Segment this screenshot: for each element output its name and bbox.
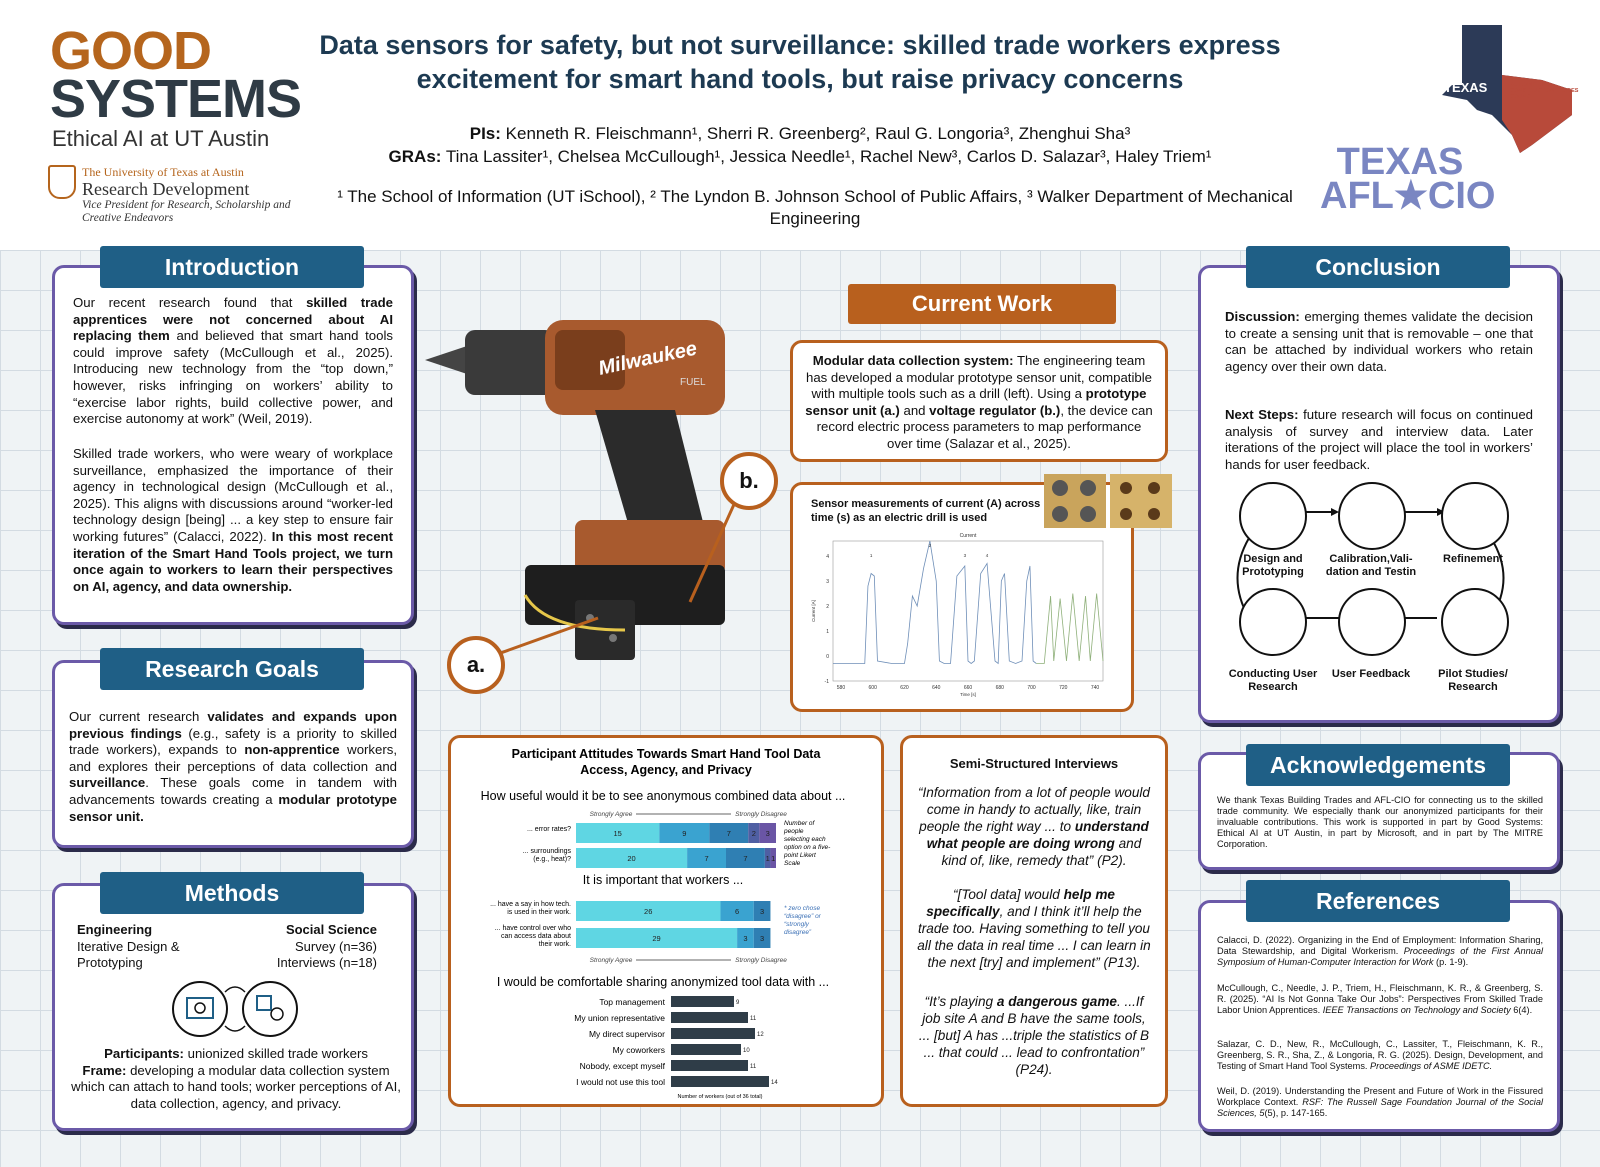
affiliations: ¹ The School of Information (UT iSchool), ² The Lyndon B. Johnson School of Public Affairs, ³ Walker Department of Mechanical Engineering xyxy=(337,187,1293,228)
poster-header xyxy=(0,0,1600,250)
likert-bar-value: 3 xyxy=(765,829,770,838)
peak-label: 3 xyxy=(963,553,967,558)
likert-bar-value: 3 xyxy=(760,934,765,943)
reference-3: Salazar, C. D., New, R., McCullough, C., Lassiter, T., Fleischmann, K. R., Greenberg, S. R., Sha, Z., & Longoria, R. G. (2025). Design, Development, and Testing of Smart Hand Tool Systems. Proceedings of ASME IDETC. xyxy=(1217,1039,1543,1071)
likert-bar-value: 3 xyxy=(760,907,765,916)
current-work-panel xyxy=(790,340,1168,462)
sensor-current-chart xyxy=(803,529,1123,709)
likert-bar-value: 7 xyxy=(726,829,731,838)
conclusion-heading: Conclusion xyxy=(1246,246,1510,288)
likert-note-1: option on a five- xyxy=(784,844,831,851)
introduction-panel xyxy=(52,265,414,625)
likert-note-1: Scale xyxy=(784,860,801,867)
x-tick-label: 720 xyxy=(1059,685,1068,691)
reference-4: Weil, D. (2019). Understanding the Present and Future of Work in the Fissured Workplace Context. RSF: The Russell Sage Foundation Journal of the Social Sciences, 5(5), p. 147-165. xyxy=(1217,1086,1543,1118)
x-tick-label: 580 xyxy=(836,685,846,691)
sharing-bar xyxy=(671,1028,755,1039)
likert-note-2: “strongly xyxy=(784,921,809,928)
rd-subtitle: Vice President for Research, Scholarship and Creative Endeavors xyxy=(82,199,291,224)
likert-row-label: (e.g., heat)? xyxy=(533,856,571,863)
likert-note-1: Number of xyxy=(784,820,815,827)
y-tick-label: -1 xyxy=(824,679,829,685)
rd-university: The University of Texas at Austin xyxy=(82,165,244,179)
sharing-category-label: I would not use this tool xyxy=(576,1077,665,1087)
likert-bar-value: 26 xyxy=(644,907,653,916)
eng-title: Engineering xyxy=(77,922,153,937)
x-tick-label: 660 xyxy=(963,685,973,691)
ut-shield-icon xyxy=(48,165,76,199)
refinement-icon xyxy=(1441,482,1509,550)
gras-names: Tina Lassiter¹, Chelsea McCullough¹, Jessica Needle¹, Rachel New³, Carlos D. Salazar³, Haley Triem¹ xyxy=(445,147,1212,166)
x-tick-label: 600 xyxy=(868,685,877,691)
y-tick-label: 4 xyxy=(826,554,829,560)
pis-names: Kenneth R. Fleischmann¹, Sherri R. Greenberg², Raul G. Longoria³, Zhenghui Sha³ xyxy=(505,124,1131,143)
y-tick-label: 0 xyxy=(826,654,829,660)
likert-bar-value: 15 xyxy=(613,829,622,838)
y-tick-label: 3 xyxy=(826,579,829,585)
x-tick-label: 740 xyxy=(1090,685,1100,691)
peak-label: 1 xyxy=(869,553,873,558)
current-work-text: Modular data collection system: The engineering team has developed a modular prototype sensor unit, compatible with multiple tools such as a drill (left). Using a prototype sensor unit (a.) and voltage regulator (b.), the device can record electric process parameters to map performance over time (Salazar et al., 2025). xyxy=(805,353,1153,451)
peak-label: 4 xyxy=(985,553,989,558)
afl-line-1: TEXAS xyxy=(1336,141,1464,183)
methods-panel xyxy=(52,883,414,1131)
rd-title: Research Development xyxy=(82,179,250,199)
sharing-bar xyxy=(671,1012,748,1023)
likert-note-2: * zero chose xyxy=(784,905,821,912)
axis-strongly-disagree: Strongly Disagree xyxy=(735,811,787,818)
likert-bar-value: 7 xyxy=(743,854,748,863)
likert-row-label: ... have a say in how tech. xyxy=(490,901,571,908)
conclusion-discussion: Discussion: emerging themes validate the decision to create a sensing unit that is removable – one that can be attached by individual workers who retain agency over their own data. xyxy=(1225,309,1533,374)
y-tick-label: 1 xyxy=(826,629,829,635)
likert-bar-value: 6 xyxy=(735,907,740,916)
good-systems-logo-good: GOOD xyxy=(50,21,212,81)
attitudes-title-line-2: Access, Agency, and Privacy xyxy=(580,763,752,777)
sensor-chart-title: Sensor measurements of current (A) across time (s) as an electric drill is used xyxy=(811,498,1041,524)
likert-note-2: disagree” xyxy=(784,929,812,936)
likert-row-label: ... have control over who xyxy=(494,925,571,932)
references-heading: References xyxy=(1246,880,1510,922)
current-work-heading: Current Work xyxy=(848,284,1116,324)
texas-building-trades-logo xyxy=(1432,20,1582,155)
cycle-label-1: Design and Prototyping xyxy=(1242,553,1304,578)
likert-question-1: How useful would it be to see anonymous combined data about ... xyxy=(480,789,846,803)
cycle-label-6: Pilot Studies/ Research xyxy=(1438,668,1508,693)
methods-social-science: Social Science Survey (n=36) Interviews (n=18) xyxy=(276,922,377,970)
gras-label: GRAs: xyxy=(388,147,442,166)
x-axis-label: Time [s] xyxy=(960,692,976,697)
sharing-bar-value: 11 xyxy=(750,1016,757,1022)
conclusion-next-steps: Next Steps: future research will focus on continued analysis of survey and interview data. Later iterations of the project will place the tool in workers’ hands for user feedback. xyxy=(1225,407,1533,472)
likert-note-1: people xyxy=(784,828,804,835)
likert-bar-value: 1 xyxy=(765,854,770,863)
texas-afl-cio-logo xyxy=(1320,141,1496,217)
interview-quote-p13: “[Tool data] would help me specifically, and I think it’ll help the trade too. Having something to tell you all the data in real time ... I can learn in the next [try] and implement” (P13). xyxy=(917,887,1151,970)
attitudes-panel xyxy=(448,735,884,1107)
cycle-label-2: Calibration,Vali-dation and Testin xyxy=(1325,553,1417,578)
sharing-bar-value: 14 xyxy=(771,1080,778,1086)
sharing-category-label: My union representative xyxy=(574,1013,665,1023)
texas-logo-subtext: BUILDING AND CONSTRUCTION TRADES COUNCIL xyxy=(1510,82,1579,100)
callout-b: b. xyxy=(720,452,778,510)
good-systems-tagline: Ethical AI at UT Austin xyxy=(52,126,270,151)
wood-samples-photo xyxy=(1044,474,1172,528)
afl-line-2: AFL★CIO xyxy=(1320,175,1496,217)
x-tick-label: 640 xyxy=(932,685,941,691)
introduction-heading: Introduction xyxy=(100,246,364,288)
methods-participants-frame: Participants: unionized skilled trade workers Frame: developing a modular data collection system which can attach to hand tools; worker perceptions of AI, data collection, agency, and privacy. xyxy=(71,1046,401,1111)
y-tick-label: 2 xyxy=(826,604,829,610)
sharing-x-axis-label: Number of workers (out of 36 total) xyxy=(677,1094,763,1100)
reference-2: McCullough, C., Needle, J. P., Triem, H., Fleischmann, K. R., & Greenberg, S. R. (2025). “AI Is Not Gonna Take Our Jobs”: Perspectives From Skilled Trade Labor Union Apprentices. IEEE Transactions on Technology and Society 6(4). xyxy=(1217,983,1543,1015)
reference-1: Calacci, D. (2022). Organizing in the End of Employment: Information Sharing, Data Stewardship, and Digital Workerism. Proceedings of the First Annual Symposium of Human-Computer Interaction for Work (p. 1-9). xyxy=(1217,935,1543,967)
likert-row-label: ... surroundings xyxy=(522,848,571,855)
callout-a: a. xyxy=(447,636,505,694)
sharing-bar xyxy=(671,996,734,1007)
user-feedback-icon xyxy=(1338,588,1406,656)
methods-heading: Methods xyxy=(100,872,364,914)
attitudes-title-line-1: Participant Attitudes Towards Smart Hand Tool Data xyxy=(511,747,821,761)
drill-brand: Milwaukee xyxy=(596,337,699,380)
sharing-bar-value: 9 xyxy=(736,1000,740,1006)
intro-paragraph-1: Our recent research found that skilled trade apprentices were not concerned about AI replacing them and believed that smart hand tools could improve safety (McCullough et al., 2025). Introducing new technology from the “top down,” however, risks infringing on workers’ ability to “exercise labor rights, build collective power, and exercise autonomy at work” (Weil, 2019). xyxy=(73,295,394,427)
user-research-icon xyxy=(1239,588,1307,656)
likert-bar-value: 3 xyxy=(743,934,748,943)
drill-fuel: FUEL xyxy=(680,377,706,388)
likert-row-label: their work. xyxy=(538,941,571,948)
sharing-bar-value: 12 xyxy=(757,1032,764,1038)
cycle-label-3: Refinement xyxy=(1443,553,1503,565)
likert-row-label: ... error rates? xyxy=(527,826,571,833)
acknowledgements-text: We thank Texas Building Trades and AFL-CIO for connecting us to the skilled trade community. We especially thank our anonymized participants for their invaluable contributions. This work is supported in part by Good Systems: Ethical AI at UT Austin, in part by Microsoft, and in part by The MITRE Corporation. xyxy=(1217,795,1543,849)
interviews-heading: Semi-Structured Interviews xyxy=(949,756,1119,771)
texas-logo-text: TEXAS xyxy=(1444,80,1488,95)
likert-note-1: selecting each xyxy=(784,836,826,843)
sharing-category-label: Top management xyxy=(599,997,665,1007)
methods-engineering: Engineering Iterative Design & Prototyping xyxy=(77,922,180,970)
sharing-bar-value: 11 xyxy=(750,1064,757,1070)
likert-bar-value: 29 xyxy=(652,934,661,943)
y-axis-label: Current [A] xyxy=(811,600,816,622)
sharing-bar xyxy=(671,1076,769,1087)
research-goals-heading: Research Goals xyxy=(100,648,364,690)
likert-bar-value: 1 xyxy=(771,854,776,863)
x-tick-label: 680 xyxy=(995,685,1004,691)
likert-question-2: It is important that workers ... xyxy=(582,873,744,887)
sharing-bar xyxy=(671,1060,748,1071)
sharing-bar xyxy=(671,1044,741,1055)
good-systems-logo-systems: SYSTEMS xyxy=(50,69,302,129)
x-tick-label: 620 xyxy=(900,685,909,691)
pilot-studies-icon xyxy=(1441,588,1509,656)
likert-note-2: “disagree” or xyxy=(784,913,821,920)
calibration-testing-icon xyxy=(1338,482,1406,550)
likert-bar-value: 20 xyxy=(627,854,636,863)
sensor-chart-inner-title: Current xyxy=(959,533,977,539)
cycle-label-5: User Feedback xyxy=(1331,668,1411,680)
current-series-line xyxy=(833,541,1036,664)
sharing-category-label: My coworkers xyxy=(612,1045,665,1055)
current-series-line xyxy=(1036,594,1103,664)
title-line-1: Data sensors for safety, but not surveillance: skilled trade workers express xyxy=(319,30,1281,60)
references-panel xyxy=(1198,900,1560,1132)
likert-bar-value: 2 xyxy=(751,829,756,838)
ss-title: Social Science xyxy=(285,922,377,937)
title-line-2: excitement for smart hand tools, but raise privacy concerns xyxy=(416,64,1184,94)
likert-note-1: point Likert xyxy=(784,852,816,859)
likert-bar-value: 7 xyxy=(704,854,709,863)
cycle-label-4: Conducting User Research xyxy=(1228,668,1318,693)
design-prototyping-icon xyxy=(1239,482,1307,550)
interviews-panel xyxy=(900,735,1168,1107)
sharing-category-label: Nobody, except myself xyxy=(579,1061,665,1071)
likert-row-label: is used in their work. xyxy=(507,909,571,916)
acknowledgements-heading: Acknowledgements xyxy=(1246,744,1510,786)
research-goals-text: Our current research validates and expands upon previous findings (e.g., safety is a priority to skilled trade workers), expands to non-apprentice workers, and explores their perceptions of data collection and surveillance. These goals come in tandem with advancements towards creating a modular prototype sensor unit. xyxy=(69,709,397,824)
likert-bar-value: 9 xyxy=(682,829,687,838)
x-tick-label: 700 xyxy=(1027,685,1036,691)
sharing-category-label: My direct supervisor xyxy=(588,1029,665,1039)
interview-quote-p24: “It’s playing a dangerous game. ...If job site A and B have the same tools, ... [but] A has ...triple the statistics of B ... that could ... lead to confrontation” (P24). xyxy=(918,994,1150,1077)
conclusion-panel xyxy=(1198,265,1560,723)
likert-row-label: can access data about xyxy=(500,933,571,940)
attitudes-chart xyxy=(451,738,881,1104)
sharing-question: I would be comfortable sharing anonymized tool data with ... xyxy=(496,975,830,989)
axis-strongly-agree: Strongly Agree xyxy=(589,957,633,964)
authors xyxy=(300,122,1300,168)
axis-strongly-agree: Strongly Agree xyxy=(589,811,633,818)
interview-quote-p2: “Information from a lot of people would come in handy to actually, like, train people the right way ... to understand what people are doing wrong and kind of, like, remedy that” (P2). xyxy=(918,785,1150,868)
poster-title xyxy=(300,28,1300,96)
peak-label: 2 xyxy=(928,543,932,548)
methods-cycle-icon xyxy=(165,974,305,1044)
intro-paragraph-2: Skilled trade workers, who were weary of workplace surveillance, emphasized the importance of their agency in technological design (McCullough et al., 2025). This aligns with discussions around “worker-led technology design [being] ... a key step to ensure fair working futures” (Calacci, 2022). In this most recent iteration of the Smart Hand Tools project, we turn once again to workers to learn their perspectives on AI, agency, and data ownership. xyxy=(73,446,393,594)
axis-strongly-disagree: Strongly Disagree xyxy=(735,957,787,964)
sharing-bar-value: 10 xyxy=(743,1048,750,1054)
pis-label: PIs: xyxy=(469,124,501,143)
